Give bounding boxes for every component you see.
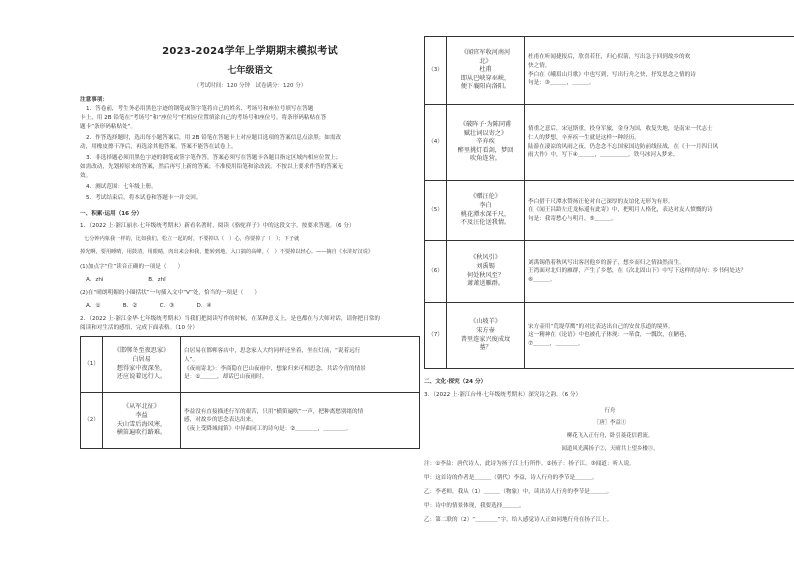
poem-line: 醉里挑灯看剑，梦回 — [457, 146, 514, 154]
q3-sub: 甲：这首诗的作者是＿＿＿（朝代）李益，诗人行舟的季节是＿＿＿。 — [424, 475, 598, 481]
row-number: （2） — [81, 393, 103, 449]
desc-line: ⑥＿＿＿。 — [528, 276, 556, 283]
poem-line: 萧萧送雁群。 — [466, 280, 505, 288]
notice-line: 4．测试范围：七年级上册。 — [86, 184, 157, 190]
poem-table-left — [80, 336, 420, 449]
table-row — [425, 37, 794, 105]
notice-line: 3．非选择题必须用黑色字迹的钢笔或签字笔作答，答案必须写在答题卡各题目指定区域内相应位置上； — [86, 155, 342, 161]
notice-line: 2．作答选择题时，选出每小题答案后，用 2B 铅笔在答题卡上对应题目选项的答案信息点涂黑；如需改 — [86, 135, 342, 141]
desc-line: 李白在《峨眉山月歌》中也写到，写出行舟之快，抒发思念之情的诗 — [528, 71, 696, 78]
poem-cell — [447, 241, 525, 303]
desc-line: 《夜雨寄北》：李商隐在巴山夜雨中，想象归来可相思念，共话今宵的情景 — [184, 365, 366, 372]
q1-sub1-options: A．zhì B．zhǐ — [86, 277, 166, 283]
desc-cell — [525, 37, 794, 105]
desc-cell — [181, 337, 420, 393]
poem-author: 刘禹锡 — [476, 262, 495, 270]
poem-title: 《邯郸冬至夜思家》 — [113, 347, 170, 355]
desc-line: 句是：我寄愁心与明月，⑤＿＿＿。 — [528, 215, 617, 222]
desc-line: 雨大作》中，写下④＿＿＿，＿＿＿＿＿。铁马冰河入梦来。 — [528, 152, 679, 159]
poem-author: 辛弃疾 — [476, 138, 495, 146]
q3-sub: 甲：诗中的情景体现，我要选择＿＿＿。 — [424, 503, 525, 509]
q2-stem: 阅读和对生活的感悟，完成下面表格。（10 分） — [80, 325, 198, 331]
desc-cell — [181, 393, 420, 449]
desc-line: 李白借千尺潭水赞扬汪伦对自己深厚的友谊化无形为有形。 — [528, 198, 674, 205]
table-row — [425, 105, 794, 181]
desc-cell — [525, 105, 794, 181]
q1-sub2-options: A．① B．② C．③ D．④ — [86, 303, 212, 309]
desc-cell — [525, 241, 794, 303]
q1-passage: 掉光啊，要用睡晴，用鼓清，用眼睛，肉出来会和我，能转到地，入口搞的高峰。（ ）不要掉以轻心。——摘自《水浒好汉说》 — [80, 249, 374, 255]
desc-line: 是：①＿＿＿，却话巴山夜雨时。 — [184, 374, 268, 381]
poem-line: 天山雪后海风寒， — [116, 420, 167, 428]
poem-line: 即从巴峡穿巫峡， — [460, 74, 511, 82]
poem-cell — [447, 303, 525, 369]
desc-line: 宋方壶用“荒堤草鹰”的对比表达出自己的安贫乐道的境界。 — [528, 323, 674, 330]
q1-sub1: (1)加点字“住”读音正确的一项是（ ） — [80, 264, 184, 270]
desc-line: 陆游在凄凉的风雨之夜，仍念念不忘国家国边防前线征战，在《十一月四日风 — [528, 143, 719, 150]
q3-sub: 乙：李老师，我从（1）＿＿＿（物象）中，读出诗人行舟的季节是＿＿＿。 — [424, 489, 613, 495]
q3-stem: 3．（2022 上·浙江台州·七年级统考期末）深究诗之韵。（6 分） — [424, 392, 582, 398]
desc-line: ⑦＿＿＿，＿＿＿＿。 — [528, 340, 584, 347]
table-row — [81, 393, 420, 449]
poem-author: ［唐］李益① — [593, 420, 627, 426]
poem-cell — [103, 337, 181, 393]
poem-author: 白居易 — [132, 355, 151, 363]
poem-title: 《赠汪伦》 — [470, 193, 501, 201]
notice-line: 效。 — [80, 173, 92, 179]
row-number: （6） — [425, 241, 447, 303]
desc-line: 快之情。 — [528, 62, 551, 69]
row-number: （4） — [425, 105, 447, 181]
desc-line: 感，对故乡的思念表达出来。 — [184, 417, 257, 424]
poem-line: 墓？ — [479, 344, 492, 352]
poem-line: 想得家中夜深坐， — [116, 364, 167, 372]
desc-line: 这一精神在《论语》中也被孔子体现：一箪食，一瓢饮，在陋巷， — [528, 332, 691, 339]
row-number: （5） — [425, 181, 447, 241]
table-row — [425, 181, 794, 241]
q1-passage: 七分钟内象我一样的，比如我们，松立一起的时，不要掉以（ ）心，你要掉了（ ）；下子就 — [84, 236, 300, 242]
poem-line: 柳花飞入正行舟，卧引菱花信碧流。 — [566, 433, 654, 439]
poem-notes: 注：①李益：唐代诗人，此诗为扬子江上行所作。②扬子：扬子江。③闻道：听人说。 — [424, 461, 635, 467]
desc-line: 李益没有直接描述行军的艰苦，只用“横笛遍吹”一声，把种离愁别绪的情 — [184, 408, 364, 415]
poem-title: 《闻官军收河南河 — [460, 49, 511, 57]
desc-line: 刘禹锡借着秋风写出客居他乡的游子，想乡而归之情油然而生。 — [528, 259, 685, 266]
poem-cell — [447, 105, 525, 181]
poem-line: 便下襄阳向洛阳。 — [460, 83, 511, 91]
notice-line: 5．考试结束后，将本试卷和答题卡一并交回。 — [86, 195, 202, 201]
poem-title: 《破阵子·为陈同甫 — [459, 121, 512, 129]
poem-author: 李白 — [479, 201, 492, 209]
notice-line: 卡上，用 2B 铅笔在“考场号”和“座位号”栏相应位置填涂自己的考场号和座位号。将条形码粘贴在答 — [80, 115, 327, 121]
row-number: （1） — [81, 337, 103, 393]
poem-cell — [103, 393, 181, 449]
poem-cell — [447, 37, 525, 105]
notice-heading: 注意事项： — [80, 97, 108, 103]
poem-line: 不及汪伦送我情。 — [460, 219, 511, 227]
poem-line: 吹角连营。 — [470, 155, 501, 163]
section2-heading: 二、文化·探究（24 分） — [424, 379, 487, 385]
poem-title: 北》 — [479, 57, 492, 65]
poem-title: 赋壮词以寄之》 — [463, 129, 508, 137]
desc-line: 情重之意后，宋冠斯重，投身军旅，金身为国，收复失地，是南宋一代志士 — [528, 126, 713, 133]
poem-line: 何处秋风至？ — [466, 271, 505, 279]
desc-line: 在《闻王昌龄左迁龙标遥有此寄》中，把明月人格化，表达对友人愤慨的诗 — [528, 207, 713, 214]
right-column — [424, 0, 794, 562]
desc-line: 仁人的梦想，辛弃疾一生就是这样一种经历。 — [528, 134, 640, 141]
desc-line: 《夜上受降城闻笛》中异曲同工的诗句是：②＿＿＿＿，＿＿＿＿。 — [184, 425, 352, 432]
exam-title: 2023-2024学年上学期期末模拟考试 — [162, 46, 338, 57]
left-column — [80, 0, 420, 562]
q3-sub: 乙：第二联的（2）“＿＿＿＿”字，给人感觉诗人正如同地行舟在扬子江上。 — [424, 517, 613, 523]
poem-line: 横笛遍吹行路难。 — [116, 429, 167, 437]
q1-stem: 1．（2022 上·浙江丽水·七年级统考期末）新看名著时，阅读《骆驼祥子》中的这段文字，按要求答题。（6 分） — [80, 223, 355, 229]
table-row — [425, 241, 794, 303]
desc-cell — [525, 303, 794, 369]
row-number: （7） — [425, 303, 447, 369]
row-number: （3） — [425, 37, 447, 105]
poem-line: 普里连家兴废成坟 — [460, 335, 511, 343]
desc-cell — [525, 181, 794, 241]
poem-title: 《秋风引》 — [470, 254, 501, 262]
poem-title: 行舟 — [604, 408, 616, 414]
desc-line: 人”。 — [184, 356, 199, 363]
poem-table-right — [424, 36, 794, 369]
time-info: （考试时间：120 分钟 试卷满分：120 分） — [193, 83, 307, 89]
q2-stem: 2．（2022 上·浙江金华·七年级统考期末）当我们把阅读写作的时候，在某种意义上，是也都在与大师对话，请你把日常的 — [80, 316, 381, 322]
poem-line: 桃花潭水深千尺， — [460, 210, 511, 218]
desc-line: 杜甫在听闻捷报后，欣喜若狂，归心似箭，写出急于回到故乡的欢 — [528, 54, 691, 61]
desc-line: 句是：③＿＿＿，＿＿＿。 — [528, 80, 595, 87]
poem-author: 杜甫 — [479, 66, 492, 74]
desc-line: 王湾面对北归的雁群，产生了乡愁，在《次北固山下》中写下这样的诗句：乡书何处达？ — [528, 268, 747, 275]
poem-author: 宋方壶 — [476, 326, 495, 334]
q1-sub2: (2)在“晴朗明媚的小圈括状”一句插入文中“V”处，恰当的一项是（ ） — [80, 290, 260, 296]
notice-line: 1．答卷前，考生务必用黑色字迹的钢笔或签字笔将自己的姓名、考场号和座位号填写在答题 — [86, 106, 314, 112]
desc-line: 白居易在邯郸客店中，思念家人大约同样还坐着，坐在灯前，“说着远行 — [184, 348, 361, 355]
poem-cell — [447, 181, 525, 241]
table-row — [425, 303, 794, 369]
notice-line: 动，用橡皮擦干净后，再选涂其他答案，答案不能答在试卷上。 — [80, 144, 237, 150]
poem-title: 《从军北征》 — [122, 403, 161, 411]
exam-subtitle: 七年级语文 — [227, 66, 273, 76]
table-row — [81, 337, 420, 393]
poem-line: 闻道风光满扬子②，天晴共上望乡楼③。 — [561, 446, 659, 452]
poem-author: 李益 — [135, 411, 148, 419]
notice-line: 题卡“条形码粘贴处”。 — [80, 124, 137, 130]
poem-line: 还应说着远行人。 — [116, 373, 167, 381]
section1-heading: 一、积累·运用（16 分） — [80, 211, 143, 217]
poem-title: 《山坡羊》 — [470, 318, 501, 326]
notice-line: 如需改动，先划掉原来的答案，然后再写上新的答案；不准使用铅笔和涂改液。不按以上要求作答的答案无 — [80, 164, 343, 170]
